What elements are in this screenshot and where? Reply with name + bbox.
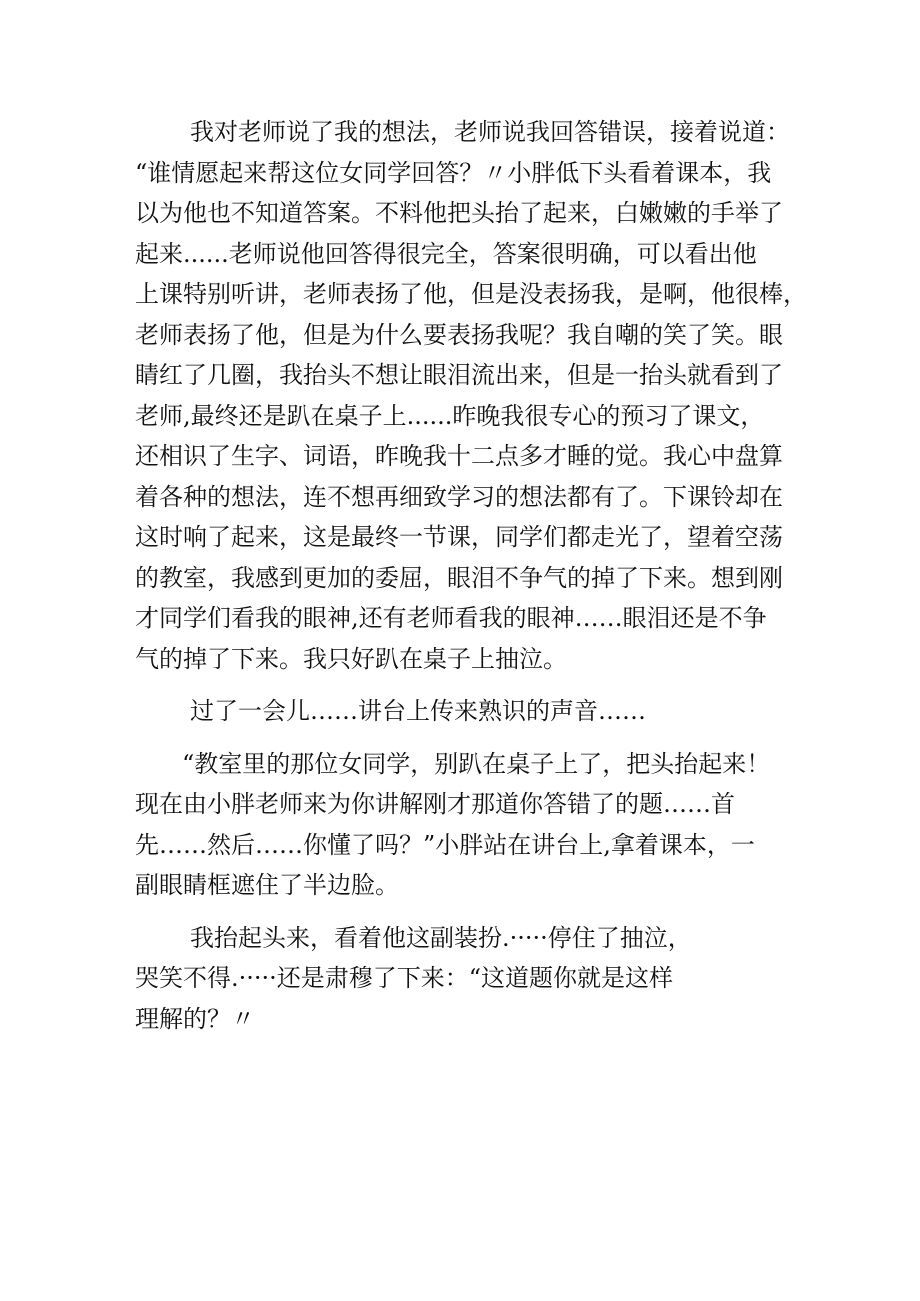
text-line: 我对老师说了我的想法，老师说我回答错误，接着说道： [190, 118, 790, 146]
text-line: 过了一会儿……讲台上传来熟识的声音…… [190, 697, 646, 725]
text-line: 老师,最终还是趴在桌子上......昨晚我很专心的预习了课文， [135, 401, 765, 430]
text-line: 才同学们看我的眼神,还有老师看我的眼神……眼泪还是不争 [135, 604, 767, 632]
text-line: 着各种的想法，连不想再细致学习的想法都有了。下课铃却在 [135, 482, 783, 511]
text-line: 现在由小胖老师来为你讲解刚才那道你答错了的题……首 [135, 790, 735, 818]
text-line: 起来......老师说他回答得很完全，答案很明确，可以看出他 [135, 239, 757, 268]
text-line: “教室里的那位女同学，别趴在桌子上了，把头抬起来！ [182, 749, 771, 778]
text-line: 睛红了几圈，我抬头不想让眼泪流出来，但是一抬头就看到了 [135, 361, 783, 389]
paragraph-3 [135, 744, 795, 906]
document-body [135, 112, 807, 1039]
paragraph-1 [135, 112, 807, 679]
text-line: 哭笑不得.·····还是肃穆了下来：“这道题你就是这样 [135, 964, 674, 992]
text-line: 副眼睛框遮住了半边脸。 [135, 871, 399, 899]
text-line: 理解的？〃 [135, 1004, 255, 1033]
text-line: 气的掉了下来。我只好趴在桌子上抽泣。 [135, 644, 567, 673]
text-line: 先……然后……你懂了吗？”小胖站在讲台上,拿着课本，一 [135, 830, 755, 859]
text-line: 还相识了生字、词语，昨晚我十二点多才睡的觉。我心中盘算 [135, 442, 783, 470]
text-line: 这时响了起来，这是最终一节课，同学们都走光了，望着空荡 [135, 523, 783, 551]
text-line: 我抬起头来，看着他这副装扮.·····停住了抽泣， [190, 923, 692, 952]
paragraph-2 [135, 691, 795, 732]
text-line: “谁情愿起来帮这位女同学回答？〃小胖低下头看着课本，我 [135, 158, 772, 187]
paragraph-4 [135, 918, 795, 1040]
text-line: 老师表扬了他，但是为什么要表扬我呢？我自嘲的笑了笑。眼 [135, 320, 783, 349]
text-line: 的教室，我感到更加的委屈，眼泪不争气的掉了下来。想到刚 [135, 563, 783, 592]
text-line: 以为他也不知道答案。不料他把头抬了起来，白嫩嫩的手举了 [135, 199, 783, 227]
text-line: 上课特别听讲，老师表扬了他，但是没表扬我，是啊，他很棒， [135, 280, 807, 308]
